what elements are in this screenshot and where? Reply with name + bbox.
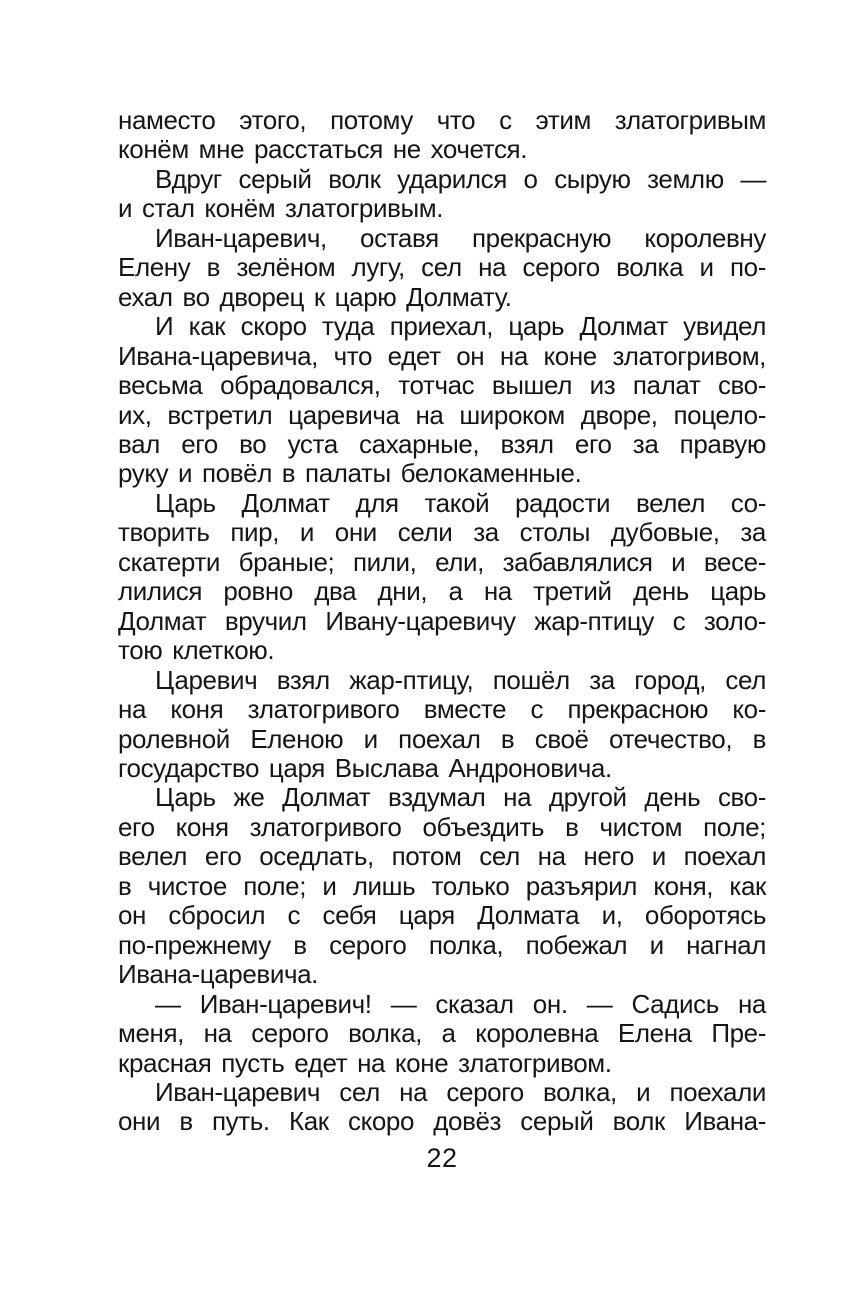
text-line: Ивана-царевича, что едет он на коне златогривом, xyxy=(118,340,766,371)
text-line: по-прежнему в серого полка, побежал и нагнал xyxy=(118,929,766,960)
text-block xyxy=(118,106,766,1137)
paragraph xyxy=(118,990,766,1078)
paragraph xyxy=(118,783,766,989)
paragraph xyxy=(118,1078,766,1137)
paragraph xyxy=(118,312,766,489)
text-line: Ивана-царевича. xyxy=(118,959,318,990)
text-line: и стал конём златогривым. xyxy=(118,193,444,224)
text-line: конём мне расстаться не хочется. xyxy=(118,134,528,165)
text-line: Царь Долмат для такой радости велел со- xyxy=(155,487,766,518)
text-line: вал его во уста сахарные, взял его за правую xyxy=(118,428,766,459)
page-number: 22 xyxy=(426,1143,458,1173)
text-line: — Иван-царевич! — сказал он. — Садись на xyxy=(155,988,766,1019)
text-line: Иван-царевич сел на серого волка, и поехали xyxy=(155,1076,766,1107)
text-line: творить пир, и они сели за столы дубовые, за xyxy=(118,517,766,548)
text-line: скатерти браные; пили, ели, забавлялися и весе- xyxy=(118,546,766,577)
text-line: ролевной Еленою и поехал в своё отечество, в xyxy=(118,723,766,754)
text-line: И как скоро туда приехал, царь Долмат увидел xyxy=(155,311,766,342)
text-line: Долмат вручил Ивану-царевичу жар-птицу с золо- xyxy=(118,605,766,636)
text-line: Иван-царевич, оставя прекрасную королевну xyxy=(155,222,766,253)
text-line: они в путь. Как скоро довёз серый волк Ивана- xyxy=(118,1106,766,1137)
paragraph xyxy=(118,224,766,312)
text-line: ехал во дворец к царю Долмату. xyxy=(118,281,512,312)
text-line: руку и повёл в палаты белокаменные. xyxy=(118,458,582,489)
paragraph xyxy=(118,666,766,784)
text-line: на коня златогривого вместе с прекрасною ко- xyxy=(118,694,766,725)
text-line: его коня златогривого объездить в чистом поле; xyxy=(118,811,766,842)
text-line: лилися ровно два дни, а на третий день царь xyxy=(118,576,766,607)
text-line: Елену в зелёном лугу, сел на серого волка и по- xyxy=(118,252,766,283)
text-line: в чистое поле; и лишь только разъярил коня, как xyxy=(118,870,766,901)
text-line: тою клеткою. xyxy=(118,635,275,666)
text-line: весьма обрадовался, тотчас вышел из палат сво- xyxy=(118,370,766,401)
text-line: государство царя Выслава Андроновича. xyxy=(118,752,612,783)
text-line: наместо этого, потому что с этим златогривым xyxy=(118,105,766,135)
paragraph xyxy=(118,489,766,666)
text-line: красная пусть едет на коне златогривом. xyxy=(118,1047,612,1078)
text-line: Вдруг серый волк ударился о сырую землю — xyxy=(155,163,766,194)
text-line: Царь же Долмат вздумал на другой день сво- xyxy=(155,782,766,813)
text-line: их, встретил царевича на широком дворе, поцело- xyxy=(118,399,766,430)
paragraph xyxy=(118,165,766,224)
paragraph xyxy=(118,106,766,165)
text-line: меня, на серого волка, а королевна Елена Пре- xyxy=(118,1018,766,1049)
text-line: велел его оседлать, потом сел на него и поехал xyxy=(118,841,766,872)
text-line: Царевич взял жар-птицу, пошёл за город, сел xyxy=(155,664,766,695)
text-line: он сбросил с себя царя Долмата и, оборотясь xyxy=(118,900,766,931)
